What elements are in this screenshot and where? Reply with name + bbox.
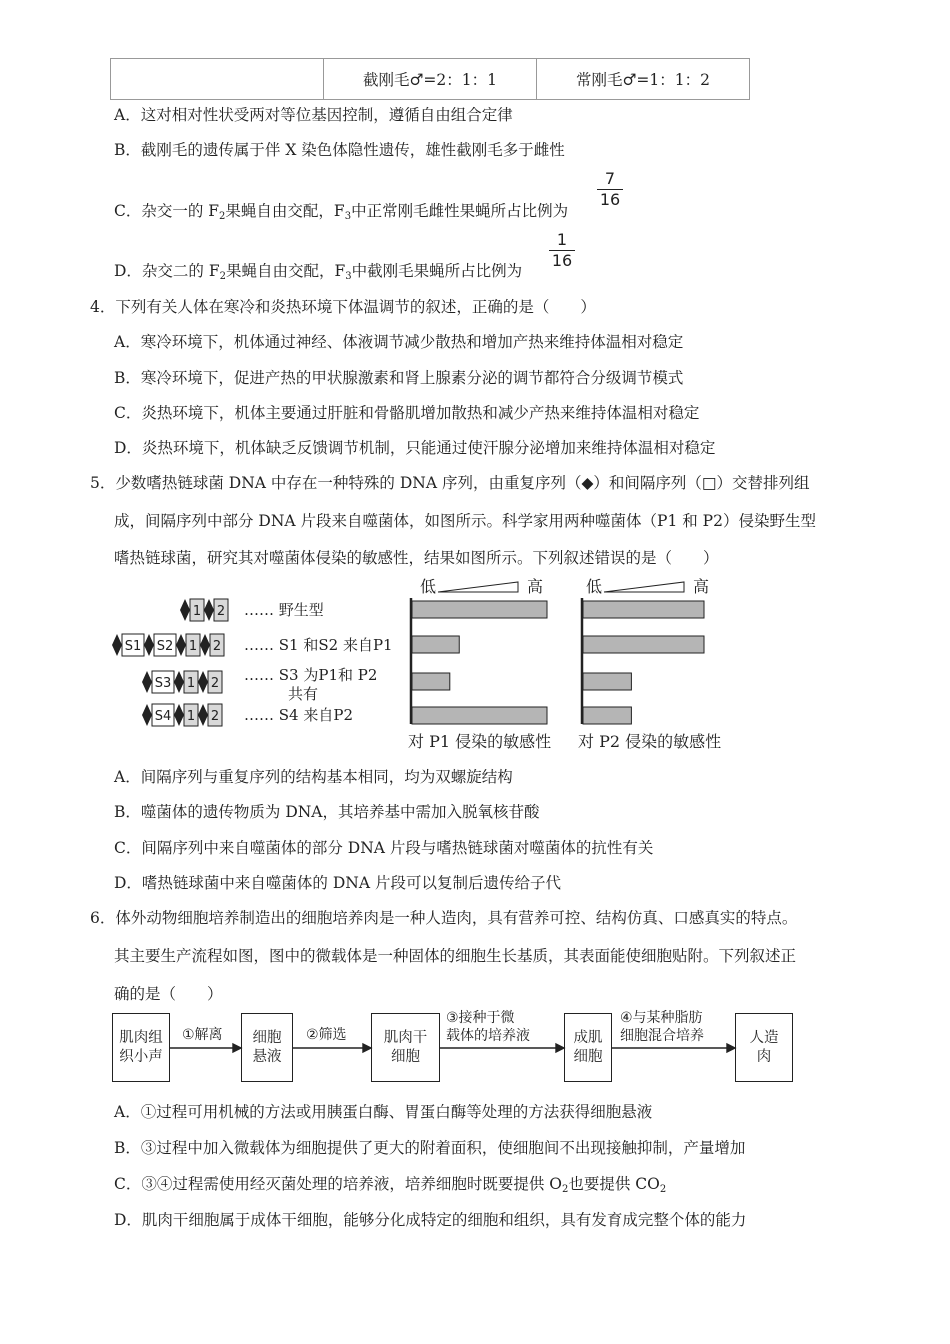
spacer-label: 2 (210, 709, 220, 724)
repeat-diamond (198, 671, 208, 693)
row-label-s3: …… S3 为P1和 P2 (244, 666, 378, 684)
repeat-diamond (200, 634, 210, 656)
spacer-label: 1 (186, 676, 196, 691)
flow-box-cell-suspension: 细胞 悬液 (241, 1013, 293, 1082)
spacer-label: S2 (156, 639, 174, 654)
fraction-1-16: 1 16 (549, 231, 575, 270)
scale-low-label: 低 (586, 577, 603, 596)
q5-stem-line3: 嗜热链球菌，研究其对噬菌体侵染的敏感性，结果如图所示。下列叙述错误的是（ ） (114, 549, 719, 567)
arrow-4-head (727, 1044, 735, 1052)
flow-step-3-label: ③接种于微 载体的培养液 (446, 1010, 530, 1044)
q4-option-a: A．寒冷环境下，机体通过神经、体液调节减少散热和增加产热来维持体温相对稳定 (114, 333, 684, 351)
bar-1-1 (412, 601, 547, 618)
bar-2-2 (583, 636, 704, 653)
repeat-diamond (176, 634, 186, 656)
scale-wedge (438, 582, 518, 592)
repeat-diamond (142, 704, 152, 726)
scale-high-label: 高 (693, 577, 710, 596)
flow-box-muscle-stem-cell: 肌肉干 细胞 (371, 1013, 440, 1082)
row-label-wildtype: …… 野生型 (244, 601, 324, 619)
bar-1-3 (412, 673, 450, 690)
spacer-label: S3 (154, 676, 172, 691)
flow-step-1-label: ①解离 (182, 1027, 223, 1043)
spacer-label: 1 (192, 604, 202, 619)
flow-box-artificial-meat: 人造 肉 (735, 1013, 793, 1082)
flow-box-muscle-tissue: 肌肉组 织小声 (112, 1013, 170, 1082)
table-cell-cross1: 截刚毛♂=2：1：1 (324, 59, 537, 99)
arrow-3-head (556, 1044, 564, 1052)
q4-stem: 4．下列有关人体在寒冷和炎热环境下体温调节的叙述，正确的是（ ） (90, 298, 596, 316)
q5-stem-line2: 成，间隔序列中部分 DNA 片段来自噬菌体，如图所示。科学家用两种噬菌体（P1 和 P2）侵染野生型 (114, 512, 816, 530)
spacer-label: S1 (124, 639, 142, 654)
repeat-diamond (204, 599, 214, 621)
scale-wedge (604, 582, 684, 592)
row-label-s4: …… S4 来自P2 (244, 706, 353, 724)
row-label-s1s2: …… S1 和S2 来自P1 (244, 636, 393, 654)
q6-option-b: B．③过程中加入微载体为细胞提供了更大的附着面积，使细胞间不出现接触抑制，产量增加 (114, 1139, 746, 1157)
spacer-label: 2 (216, 604, 226, 619)
bar-2-1 (583, 601, 704, 618)
bar-1-2 (412, 636, 459, 653)
sequence-diagram (108, 592, 408, 732)
result-table (110, 58, 750, 100)
q4-option-c: C．炎热环境下，机体主要通过肝脏和骨骼肌增加散热和减少产热来维持体温相对稳定 (114, 404, 700, 422)
spacer-label: 2 (212, 639, 222, 654)
fraction-7-16: 7 16 (597, 170, 623, 209)
q6-option-a: A．①过程可用机械的方法或用胰蛋白酶、胃蛋白酶等处理的方法获得细胞悬液 (114, 1103, 653, 1121)
repeat-diamond (142, 671, 152, 693)
q6-stem-line2: 其主要生产流程如图，图中的微载体是一种固体的细胞生长基质，其表面能使细胞贴附。下列叙述正 (114, 947, 797, 965)
repeat-diamond (180, 599, 190, 621)
chart-p2-sensitivity (578, 577, 721, 751)
q3-option-d: D．杂交二的 $F_2$果蝇自由交配，$F_3$中截刚毛果蝇所占比例为 (114, 262, 523, 282)
repeat-diamond (112, 634, 122, 656)
flow-box-myoblast: 成肌 细胞 (564, 1013, 612, 1082)
repeat-diamond (174, 704, 184, 726)
q4-option-d: D．炎热环境下，机体缺乏反馈调节机制，只能通过使汗腺分泌增加来维持体温相对稳定 (114, 439, 716, 457)
chart-title-p2: 对 P2 侵染的敏感性 (578, 732, 722, 751)
chart-p1-sensitivity (408, 577, 551, 751)
q6-option-c: C．③④过程需使用经灭菌处理的培养液，培养细胞时既要提供 $O_2$也要提供 $CO_2$ (114, 1175, 667, 1195)
bar-2-4 (583, 707, 631, 724)
chart-title-p1: 对 P1 侵染的敏感性 (408, 732, 552, 751)
spacer-label: 1 (186, 709, 196, 724)
q5-option-d: D．嗜热链球菌中来自噬菌体的 DNA 片段可以复制后遗传给子代 (114, 874, 561, 892)
arrow-2-head (363, 1044, 371, 1052)
flow-step-2-label: ②筛选 (306, 1027, 347, 1043)
q4-option-b: B．寒冷环境下，促进产热的甲状腺激素和肾上腺素分泌的调节都符合分级调节模式 (114, 369, 684, 387)
q3-option-a: A．这对相对性状受两对等位基因控制，遵循自由组合定律 (114, 106, 513, 124)
flow-step-4-label: ④与某种脂肪 细胞混合培养 (620, 1010, 704, 1044)
spacer-label: 2 (210, 676, 220, 691)
spacer-label: S4 (154, 709, 172, 724)
sensitivity-charts (400, 572, 745, 754)
q3-option-b: B．截刚毛的遗传属于伴 X 染色体隐性遗传，雄性截刚毛多于雌性 (114, 141, 565, 159)
row-label-s3-line2: 共有 (288, 685, 319, 703)
bar-1-4 (412, 707, 547, 724)
arrow-1-head (233, 1044, 241, 1052)
q5-option-c: C．间隔序列中来自噬菌体的部分 DNA 片段与嗜热链球菌对噬菌体的抗性有关 (114, 839, 654, 857)
table-cell-empty (111, 59, 324, 99)
scale-low-label: 低 (420, 577, 437, 596)
scale-high-label: 高 (527, 577, 544, 596)
repeat-diamond (174, 671, 184, 693)
table-cell-cross2: 常刚毛♂=1：1：2 (576, 71, 710, 89)
q3-option-c: C．杂交一的 $F_2$果蝇自由交配，$F_3$中正常刚毛雌性果蝇所占比例为 (114, 202, 569, 222)
q5-option-b: B．噬菌体的遗传物质为 DNA，其培养基中需加入脱氧核苷酸 (114, 803, 540, 821)
q6-stem-line1: 6．体外动物细胞培养制造出的细胞培养肉是一种人造肉，具有营养可控、结构仿真、口感真实的特点。 (90, 909, 798, 927)
repeat-diamond (144, 634, 154, 656)
bar-2-3 (583, 673, 631, 690)
q5-stem-line1: 5．少数嗜热链球菌 DNA 中存在一种特殊的 DNA 序列，由重复序列（◆）和间隔序列（□）交替排列组 (90, 474, 810, 492)
spacer-label: 1 (188, 639, 198, 654)
q5-option-a: A．间隔序列与重复序列的结构基本相同，均为双螺旋结构 (114, 768, 513, 786)
q6-option-d: D．肌肉干细胞属于成体干细胞，能够分化成特定的细胞和组织，具有发育成完整个体的能力 (114, 1211, 747, 1229)
q6-stem-line3: 确的是（ ） (114, 985, 223, 1003)
repeat-diamond (198, 704, 208, 726)
